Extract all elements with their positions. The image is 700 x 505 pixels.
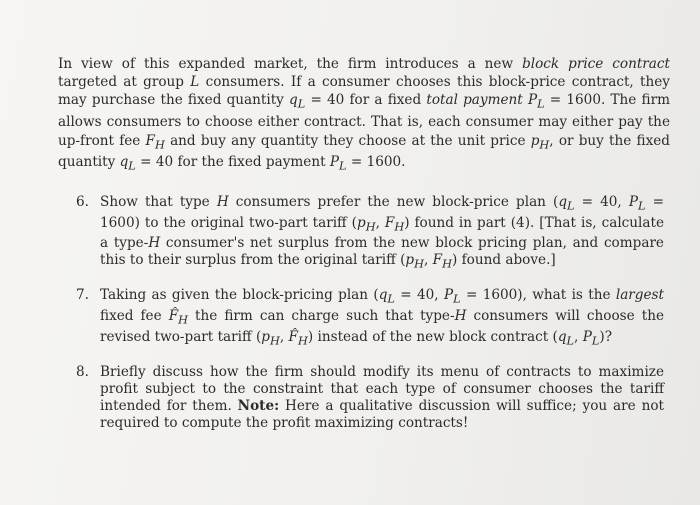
question-7: 7. Taking as given the block-pricing plan ($q_L = 40$, $P_L = 1600$), what is the largest fixed fee $F̂_H$ the firm can charge such that type-H consumers will choose the revised two-part tariff ($p_H$, $F̂_H$) instead of the new block contract ($q_L$, $P_L$)?	[76, 287, 664, 348]
question-6: 6. Show that type H consumers prefer the new block-price plan ($q_L = 40$, $P_L = 1600$) to the original two-part tariff ($p_H$, $F_H$) found in part (4). [That is, calculate a type-H consumer's net surplus from the new block pricing plan, and compare this to their surplus from the original tariff ($p_H$, $F_H$) found above.]	[76, 194, 664, 272]
question-8	[76, 364, 664, 432]
question-8-text-a: Briefly discuss how the firm should modify its menu of contracts to maximize profit subject to the constraint that each type of consumer chooses the tariff intended for them.	[100, 364, 664, 415]
question-number: 8.	[76, 364, 89, 381]
question-number: 6.	[76, 194, 89, 210]
note-label: Note:	[237, 398, 280, 415]
intro-paragraph: In view of this expanded market, the firm introduces a new block price contract targeted at group L consumers. If a consumer chooses this block-price contract, they may purchase the fixed quantity $q_L = 40$ for a fixed total payment $P_L = 1600$. The firm allows consumers to choose either contract. That is, each consumer may either pay the up-front fee $F_H$ and buy any quantity they choose at the unit price $p_H$, or buy the fixed quantity $q_L = 40$ for the fixed payment $P_L = 1600$.	[58, 56, 671, 174]
question-8-text-b: Here a qualitative discussion will suffice; you are not required to compute the profit maximizing contracts!	[100, 398, 664, 432]
question-number: 7.	[76, 287, 89, 304]
question-list	[76, 194, 664, 432]
